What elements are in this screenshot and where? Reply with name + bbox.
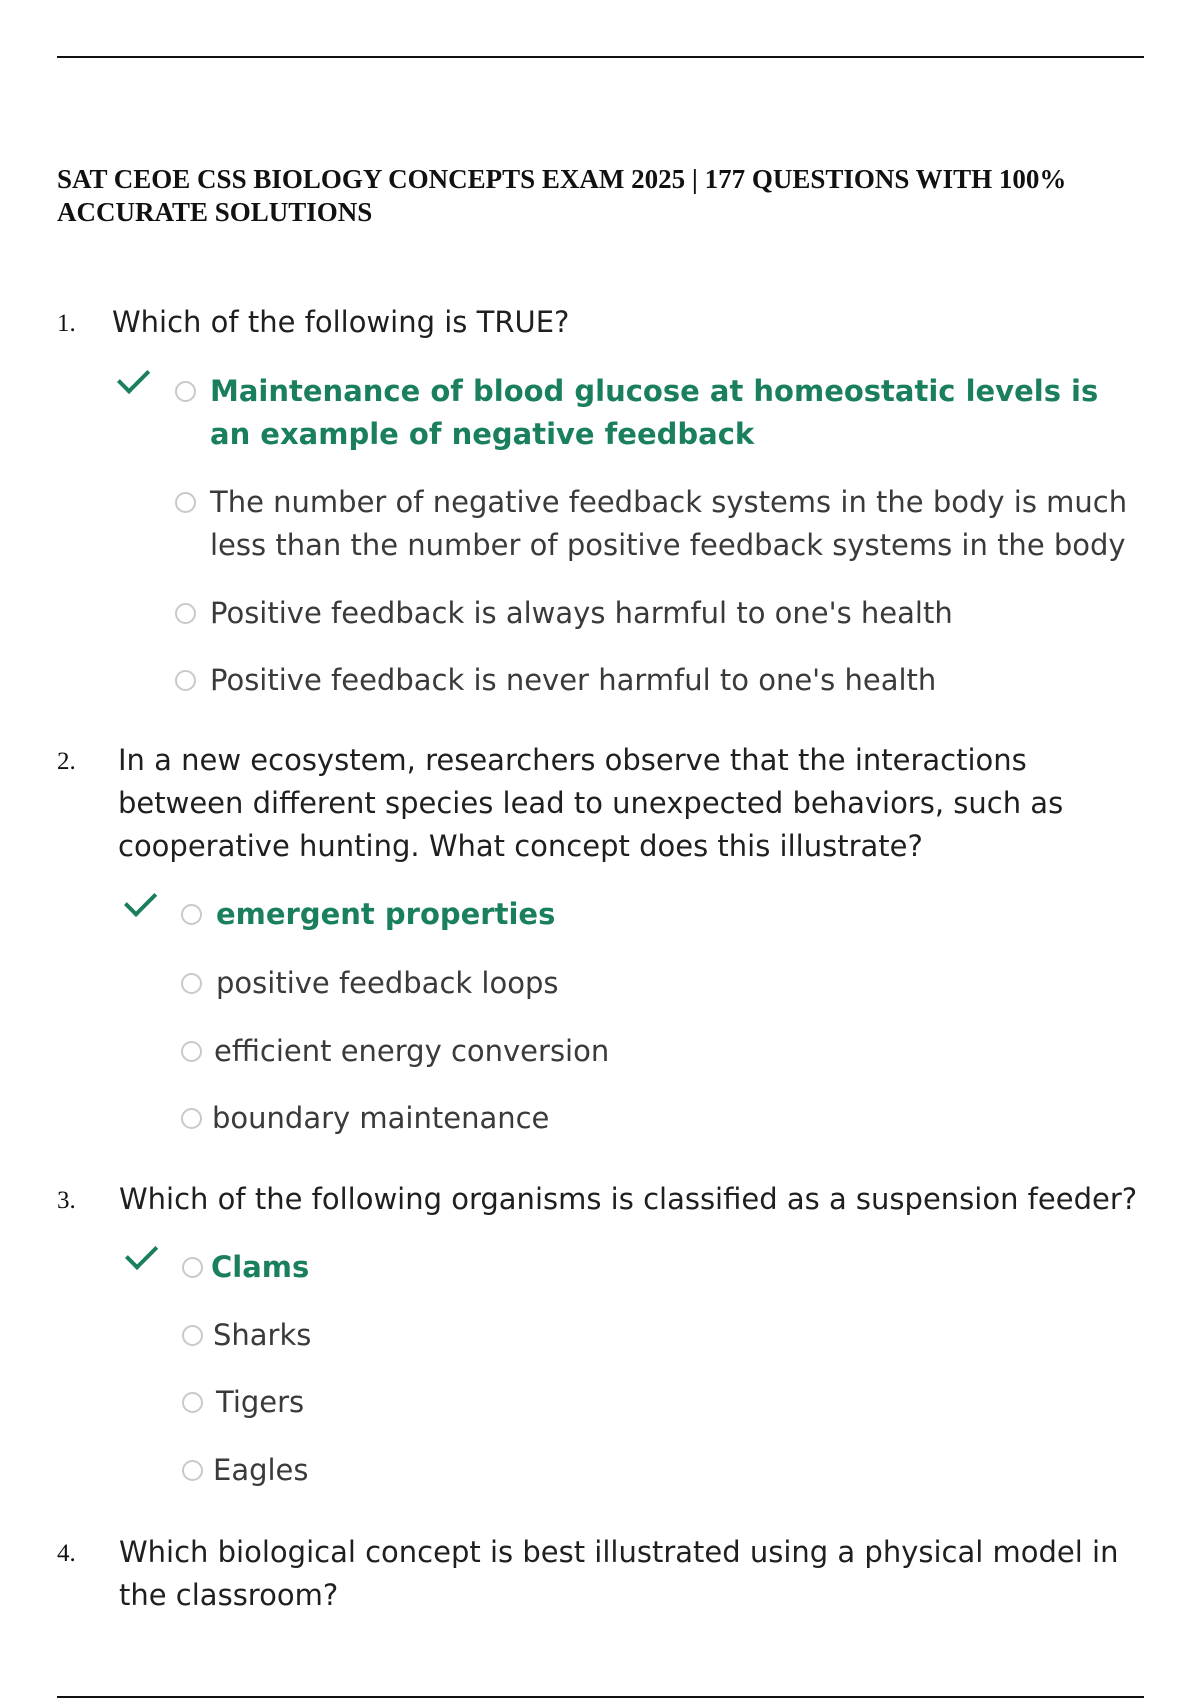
radio-circle-icon[interactable] bbox=[182, 1392, 203, 1413]
question-number: 2. bbox=[57, 748, 76, 775]
answer-text: Maintenance of blood glucose at homeostatic levels is an example of negative feedback bbox=[210, 374, 1099, 451]
question-text: In a new ecosystem, researchers observe that the interactions between different species lead to unexpected behaviors, such as cooperative hunting. What concept does this illustrate? bbox=[118, 743, 1064, 863]
radio-circle-icon[interactable] bbox=[181, 1108, 202, 1129]
question-text: Which biological concept is best illustrated using a physical model in the classroom? bbox=[119, 1535, 1119, 1612]
answer-text: The number of negative feedback systems in the body is much less than the number of positive feedback systems in the body bbox=[210, 485, 1128, 562]
radio-circle-icon[interactable] bbox=[182, 1257, 203, 1278]
radio-circle-icon[interactable] bbox=[175, 670, 196, 691]
checkmark-icon bbox=[121, 1258, 149, 1272]
answer-text: Positive feedback is always harmful to one's health bbox=[210, 596, 953, 630]
checkmark-icon bbox=[113, 382, 141, 396]
question-text: Which of the following is TRUE? bbox=[112, 305, 570, 339]
top-rule bbox=[57, 56, 1144, 58]
answer-text: emergent properties bbox=[216, 897, 556, 931]
radio-circle-icon[interactable] bbox=[181, 973, 202, 994]
radio-circle-icon[interactable] bbox=[181, 904, 202, 925]
checkmark-icon bbox=[120, 905, 148, 919]
radio-circle-icon[interactable] bbox=[175, 492, 196, 513]
answer-text: Sharks bbox=[213, 1318, 312, 1352]
radio-circle-icon[interactable] bbox=[175, 603, 196, 624]
question-number: 4. bbox=[57, 1540, 76, 1567]
answer-text: Tigers bbox=[216, 1385, 305, 1419]
question-text: Which of the following organisms is classified as a suspension feeder? bbox=[119, 1182, 1138, 1216]
answer-text: Eagles bbox=[213, 1453, 309, 1487]
answer-text: Positive feedback is never harmful to one's health bbox=[210, 663, 937, 697]
answer-text: efficient energy conversion bbox=[214, 1034, 610, 1068]
answer-text: Clams bbox=[211, 1250, 310, 1284]
radio-circle-icon[interactable] bbox=[175, 381, 196, 402]
radio-circle-icon[interactable] bbox=[182, 1460, 203, 1481]
radio-circle-icon[interactable] bbox=[181, 1041, 202, 1062]
question-number: 1. bbox=[57, 310, 76, 337]
document-title: SAT CEOE CSS BIOLOGY CONCEPTS EXAM 2025 | 177 QUESTIONS WITH 100% ACCURATE SOLUTIONS bbox=[57, 164, 1067, 227]
question-number: 3. bbox=[57, 1187, 76, 1214]
answer-text: positive feedback loops bbox=[216, 966, 559, 1000]
bottom-rule bbox=[57, 1696, 1144, 1698]
answer-text: boundary maintenance bbox=[212, 1101, 550, 1135]
radio-circle-icon[interactable] bbox=[182, 1325, 203, 1346]
